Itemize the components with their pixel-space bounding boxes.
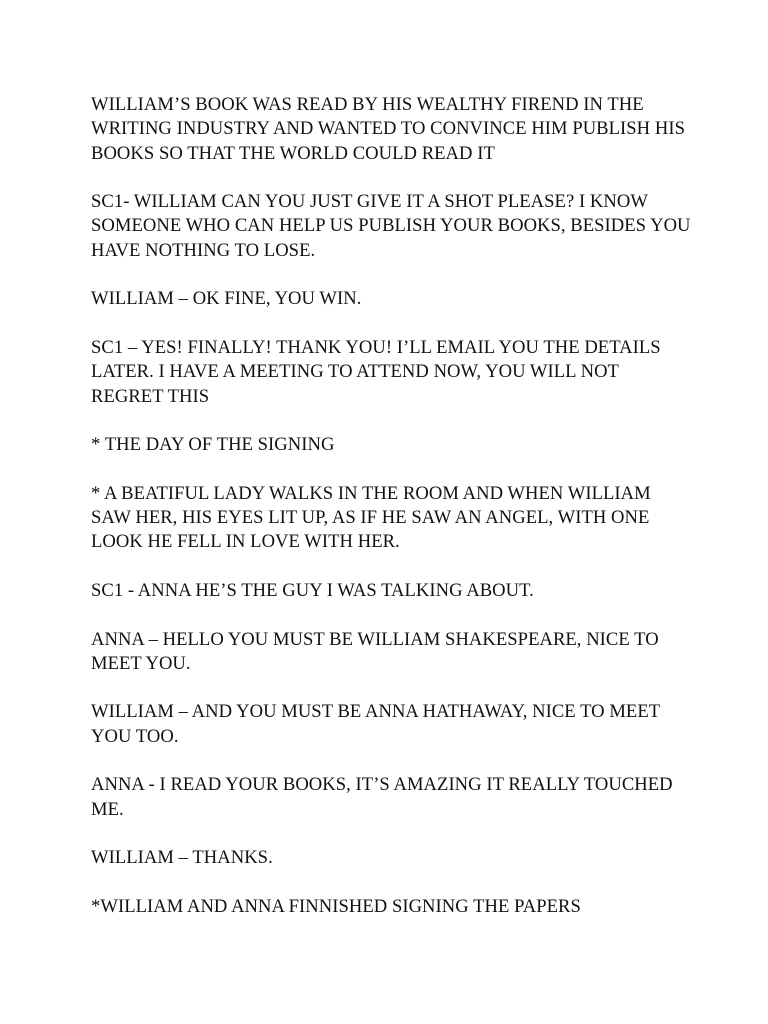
paragraph-dialogue-william: WILLIAM – AND YOU MUST BE ANNA HATHAWAY, NICE TO MEET YOU TOO. (91, 701, 660, 747)
paragraph-scene-direction: *WILLIAM AND ANNA FINNISHED SIGNING THE PAPERS (91, 895, 581, 917)
paragraph-dialogue-anna: ANNA - I READ YOUR BOOKS, IT’S AMAZING IT REALLY TOUCHED ME. (91, 774, 673, 820)
paragraph-dialogue-sc1: SC1 - ANNA HE’S THE GUY I WAS TALKING ABOUT. (91, 579, 534, 601)
paragraph-scene-direction: * A BEATIFUL LADY WALKS IN THE ROOM AND WHEN WILLIAM SAW HER, HIS EYES LIT UP, AS IF HE SAW AN ANGEL, WITH ONE LOOK HE FELL IN LOVE WITH HER. (91, 482, 651, 553)
paragraph-dialogue-sc1: SC1- WILLIAM CAN YOU JUST GIVE IT A SHOT PLEASE? I KNOW SOMEONE WHO CAN HELP US PUBLISH YOUR BOOKS, BESIDES YOU HAVE NOTHING TO LOSE. (91, 191, 691, 261)
paragraph-dialogue-william: WILLIAM – OK FINE, YOU WIN. (91, 288, 362, 310)
paragraph-dialogue-anna: ANNA – HELLO YOU MUST BE WILLIAM SHAKESPEARE, NICE TO MEET YOU. (91, 628, 659, 674)
paragraph-scene-direction: * THE DAY OF THE SIGNING (91, 434, 335, 456)
paragraph-narration-intro: WILLIAM’S BOOK WAS READ BY HIS WEALTHY FIREND IN THE WRITING INDUSTRY AND WANTED TO CONVINCE HIM PUBLISH HIS BOOKS SO THAT THE WORLD COULD READ IT (91, 94, 685, 164)
paragraph-dialogue-sc1: SC1 – YES! FINALLY! THANK YOU! I’LL EMAIL YOU THE DETAILS LATER. I HAVE A MEETING TO ATTEND NOW, YOU WILL NOT REGRET THIS (91, 336, 661, 407)
document-body (91, 93, 691, 943)
paragraph-dialogue-william: WILLIAM – THANKS. (91, 847, 273, 869)
